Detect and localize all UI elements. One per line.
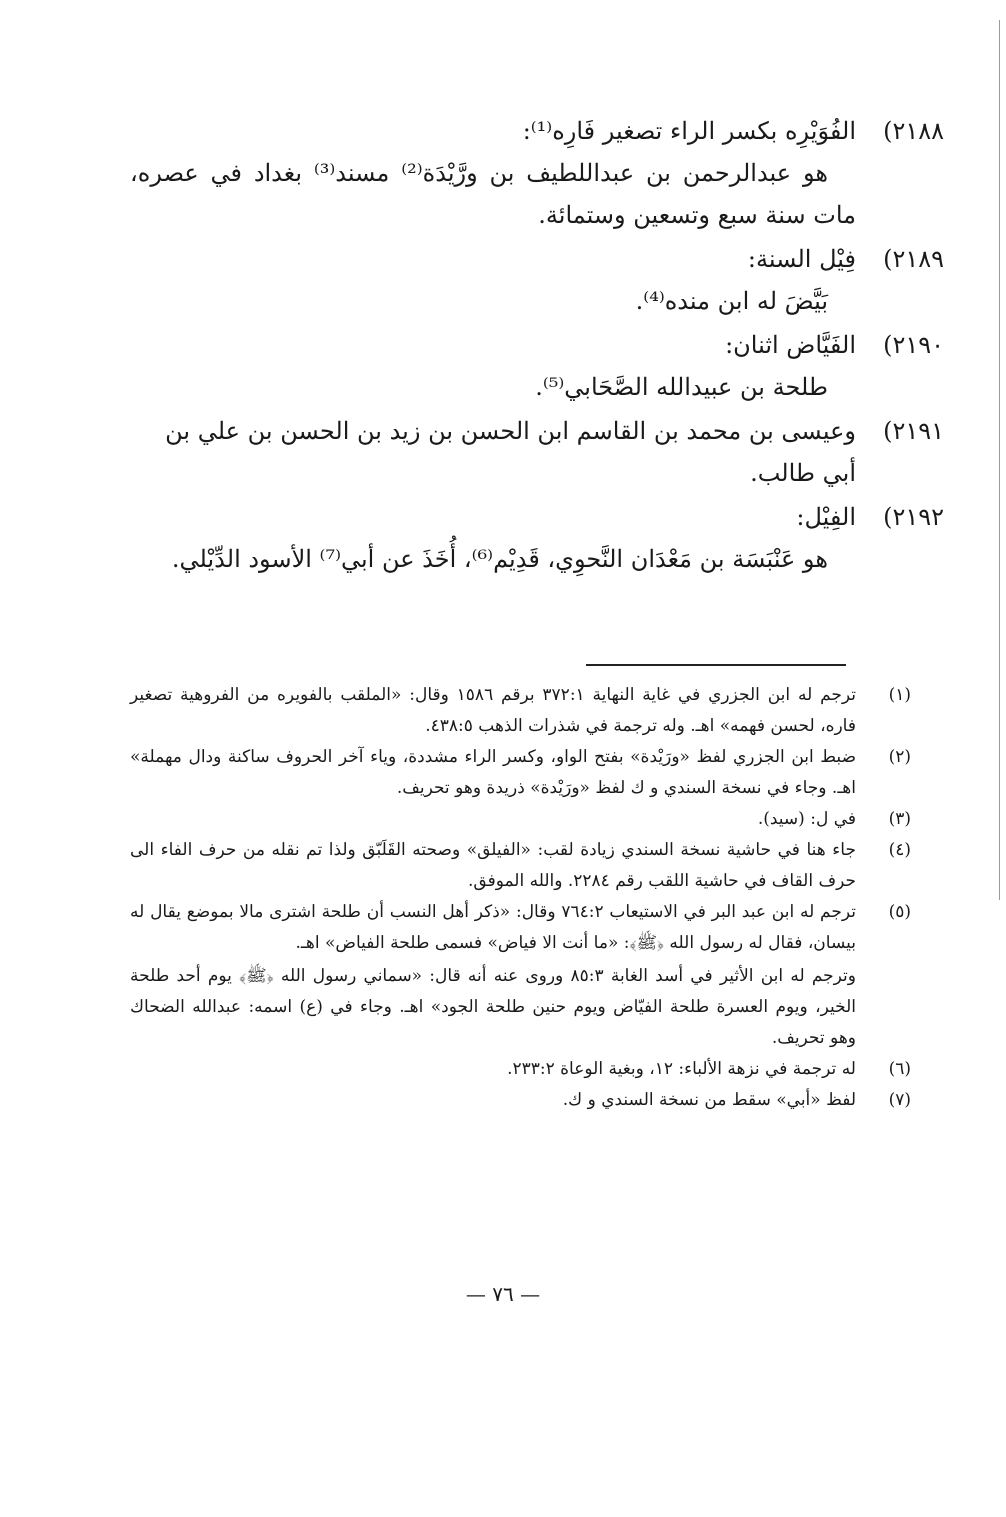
main-text <box>130 110 944 580</box>
page-number: — ٧٦ — <box>465 1282 541 1306</box>
footnote-text: له ترجمة في نزهة الألباء: ١٢، وبغية الوعاة ٢٣٣:٢. <box>507 1059 856 1079</box>
footnote-2 <box>130 742 911 804</box>
footnote-3 <box>130 804 911 835</box>
entry-number: ٢١٩١) <box>883 417 944 445</box>
footnote-number: (٢) <box>888 747 911 767</box>
footnote-number: (٦) <box>888 1059 911 1079</box>
entry-description: هو عبدالرحمن بن عبداللطيف بن ورَّيْدَة⁽²⁾ مسند⁽³⁾ بغداد في عصره، مات سنة سبع وتسعين وستمائة. <box>130 159 856 229</box>
entry-2192 <box>130 496 944 580</box>
footnote-text: جاء هنا في حاشية نسخة السندي زيادة لقب: «الفيلق» وصحته القَلَبّق ولذا تم نقله من حرف الفاء الى حرف القاف في حاشية اللقب رقم ٢٢٨٤. والله الموفق. <box>130 840 856 891</box>
entry-description: بَيَّضَ له ابن منده⁽⁴⁾. <box>635 287 828 315</box>
entry-heading: وعيسى بن محمد بن القاسم ابن الحسن بن زيد بن الحسن بن علي بن أبي طالب. <box>165 417 856 487</box>
entry-2189 <box>130 238 944 322</box>
entry-2190 <box>130 324 944 408</box>
entry-number: ٢١٨٩) <box>883 245 944 273</box>
footnote-1 <box>130 680 911 742</box>
entry-2191 <box>130 410 944 494</box>
footnote-text: ترجم له ابن الجزري في غاية النهاية ٣٧٢:١ برقم ١٥٨٦ وقال: «الملقب بالفويره من الفروهية تصغير فاره، لحسن فهمه» اهـ. وله ترجمة في شذرات الذهب ٤٣٨:٥. <box>130 685 857 736</box>
entry-number: ٢١٩٠) <box>883 331 944 359</box>
entry-description: طلحة بن عبيدالله الصَّحَابي⁽⁵⁾. <box>535 373 828 401</box>
footnote-5 <box>130 897 911 1054</box>
footnote-7 <box>130 1085 911 1116</box>
footnote-text: ترجم له ابن عبد البر في الاستيعاب ٧٦٤:٢ وقال: «ذكر أهل النسب أن طلحة اشترى مالا بموضع يقال له بيسان، فقال له رسول الله ﴿ﷺ﴾: «ما أنت الا فياض» فسمى طلحة الفياض» اهـ. <box>130 902 856 953</box>
entry-number: ٢١٩٢) <box>883 503 944 531</box>
footnote-number: (٤) <box>888 840 911 860</box>
footnotes <box>130 680 911 1116</box>
entry-heading: فِيْل السنة: <box>747 245 856 273</box>
footnote-separator <box>586 664 846 666</box>
entry-2188 <box>130 110 944 236</box>
footnote-4 <box>130 835 911 897</box>
entry-description: هو عَنْبَسَة بن مَعْدَان النَّحوِي، قَدِيْم⁽⁶⁾، أُخَذَ عن أبي⁽⁷⁾ الأسود الدِّيْلي. <box>171 545 828 573</box>
entry-heading: الفِيْل: <box>796 503 856 531</box>
entry-heading: الفُوَيْرِه بكسر الراء تصغير فَارِه⁽¹⁾: <box>522 117 856 145</box>
footnote-6 <box>130 1054 911 1085</box>
footnote-text: لفظ «أبي» سقط من نسخة السندي و ك. <box>562 1090 856 1110</box>
footnote-number: (٣) <box>888 809 911 829</box>
footnote-number: (٥) <box>888 902 911 922</box>
footnote-number: (٧) <box>888 1090 911 1110</box>
footnote-text: في ل: (سيد). <box>757 809 856 829</box>
page-edge-line <box>999 20 1000 900</box>
footnote-text: ضبط ابن الجزري لفظ «ورَيْدة» بفتح الواو، وكسر الراء مشددة، وياء آخر الحروف ساكنة ودال مهملة» اهـ. وجاء في نسخة السندي و ك لفظ «ورَيْدة» ذريدة وهو تحريف. <box>130 747 856 798</box>
entry-number: ٢١٨٨) <box>883 117 944 145</box>
footnote-continuation: وترجم له ابن الأثير في أسد الغابة ٨٥:٣ وروى عنه أنه قال: «سماني رسول الله ﴿ﷺ﴾ يوم أحد طلحة الخير، ويوم العسرة طلحة الفيّاض ويوم حنين طلحة الجود» اهـ. وجاء في (ع) اسمه: عبدالله الضحاك وهو تحريف. <box>130 966 856 1048</box>
entry-heading: الفَيَّاض اثنان: <box>725 331 856 359</box>
footnote-number: (١) <box>888 685 911 705</box>
